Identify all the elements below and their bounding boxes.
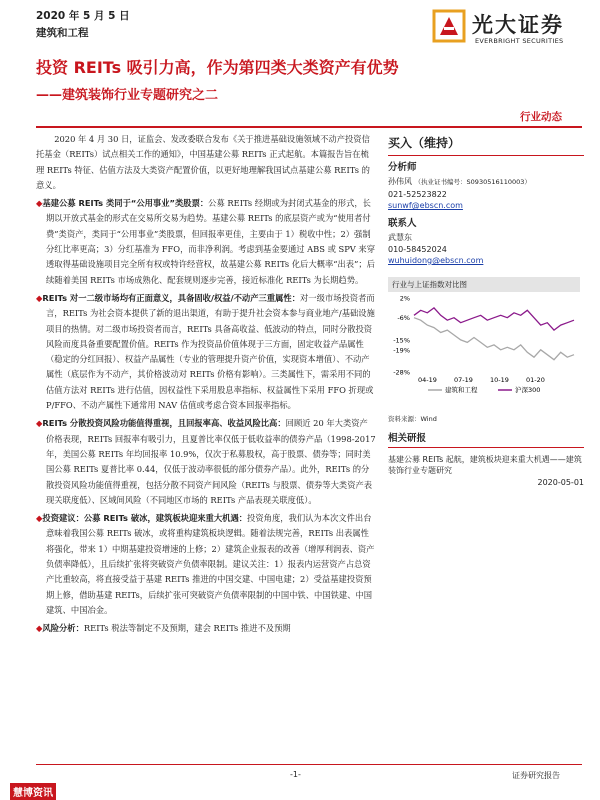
x-tick-label: 10-19 (490, 376, 509, 384)
bullet-icon: ◆ (36, 418, 43, 429)
sidebar (388, 132, 584, 488)
chart-source: 资料来源：Wind (388, 414, 437, 423)
header-divider (36, 126, 582, 128)
y-tick-label: -19% (393, 346, 410, 355)
analyst-cert: （执业证书编号：S0930516110003） (414, 178, 531, 186)
contact-name: 武慧东 (388, 233, 412, 242)
point-2 (36, 291, 376, 413)
analyst-info (388, 176, 584, 189)
bullet-icon: ◆ (36, 198, 43, 209)
legend-label: 建筑和工程 (445, 386, 478, 394)
point-1-heading: 基建公募 REITs 类同于“公用事业”类股票： (42, 198, 209, 209)
x-tick-label: 07-19 (454, 376, 473, 384)
point-1 (36, 196, 376, 288)
contact-phone: 010-58452024 (388, 244, 447, 254)
point-3 (36, 416, 376, 508)
point-4-heading: 投资建议：公募 REITs 破冰，建筑板块迎来重大机遇： (42, 513, 248, 524)
y-tick-label: 2% (399, 294, 410, 303)
report-body (36, 132, 376, 640)
footer-divider (36, 764, 582, 765)
watermark: 慧博资讯 (10, 783, 56, 800)
sidebar-divider (388, 155, 584, 156)
analyst-name: 孙伟风 (388, 177, 412, 186)
sector-label: 建筑和工程 (36, 27, 89, 39)
bullet-icon: ◆ (36, 623, 43, 634)
y-tick-label: -6% (397, 314, 410, 323)
point-5-heading: 风险分析： (42, 623, 84, 634)
y-tick-label: -28% (393, 368, 410, 377)
related-divider (388, 447, 584, 448)
point-5-text: REITs 税法等制定不及预期，建会 REITs 推进不及预期 (83, 623, 291, 634)
page-subtitle: ——建筑装饰行业专题研究之二 (36, 88, 219, 103)
analyst-heading: 分析师 (388, 161, 417, 173)
point-2-text: 对一级市场投资者而言，REITs 为社会资本提供了新的退出渠道，有助于提升社会资本参与商业地产/基础设施项目的热情。对二级市场投资者而言，REITs 具备高收益、低波动的特点，同时分散投资风险而度具备重要配置价值。REITs 作为投资品价值体现于三方面，固定收益产品属性（稳定的分红回报）、权益产品属性（专业的管理提升资产价值，实现资本增值）、不动产属性（底层作为不动产，其价格波动对 REITs 价格有影响）。三类属性下，需采用不同的估值方法对 REITs 进行估值，因权益性下采用股息率指标、权益属性下采用 FFO 折现或 P/FFO、不动产属性下通常用 NAV 估值或考虑合资本回报率指标。 (46, 292, 375, 411)
logo-text-cn: 光大证券 (472, 13, 564, 37)
point-4 (36, 511, 376, 618)
page-number: -1- (290, 770, 301, 779)
analyst-phone: 021-52523822 (388, 189, 447, 199)
point-3-heading: REITs 分散投资风险功能值得重视，且回报率高、收益风险比高： (42, 418, 286, 429)
point-1-text: 公募 REITs 经期或为封闭式基金的形式，长期以开放式基金的形式在交易所交易为趋势。基建公募 REITs 的底层资产或为“使用者付费”类资产，类同于“公用事业”类股票，但回报率更佳，主要由于 1）税收中性；2）强制分红比率更高；3）分红基准为 FFO，而非净利润。考虑到基金要通过 ABS 或 SPV 来穿透取得基础设施项目完全所有权或特许经营权，故基建公募 REITs 化后大概率“出表”；后续随着美国 REITs 市场成熟化、配套规则逐步完善，接近标准化 REITs 为长期趋势。 (46, 198, 376, 285)
bullet-icon: ◆ (36, 513, 43, 524)
series-line (414, 308, 574, 330)
contact-heading: 联系人 (388, 217, 417, 229)
legend-label: 沪深300 (515, 386, 541, 394)
chart-heading: 行业与上证指数对比图 (388, 277, 580, 293)
related-report-link[interactable]: 基建公募 REITs 起航，建筑板块迎来重大机遇——建筑装饰行业专题研究 (388, 454, 582, 475)
related-date: 2020-05-01 (537, 477, 584, 487)
logo-text-en: EVERBRIGHT SECURITIES (475, 37, 564, 45)
point-5 (36, 621, 376, 636)
report-date: 2020 年 5 月 5 日 (36, 10, 130, 22)
y-tick-label: -15% (393, 336, 410, 345)
contact-email-link[interactable]: wuhuidong@ebscn.com (388, 256, 484, 265)
series-line (414, 318, 574, 360)
related-heading: 相关研报 (388, 433, 427, 444)
point-4-text: 投资角度，我们认为本次文件出台意味着我国公募 REITs 破冰，或将重构建筑板块逻辑。随着法规完善，REITs 出表属性将强化，带来 1）中期基建投资增速的上修；2）建筑企业报表的改善（增厚利润表、资产负债率降低），且后续扩张将突破资产负债率限制。建议关注：1）报表内运营资产占总资产比重较高，将直接受益于基建 REITs 推进的中国交建、中国电建；2）受益基建投资预期上修，借助基建 REITs，后续扩张可突破资产负债率限制的中国中铁、中国铁建、中国建筑、中国冶金。 (46, 513, 375, 615)
logo-mark-icon (432, 9, 468, 45)
company-logo (430, 7, 580, 49)
intro-paragraph: 2020 年 4 月 30 日，证监会、发改委联合发布《关于推进基础设施领域不动产投资信托基金（REITs）试点相关工作的通知》，中国基建公募 REITs 正式起航。本篇报告旨在梳理 REITs 特征、估值方法及大类资产配置价值，以更好地理解我国试点基建公募 REITs 的意义。 (36, 134, 370, 190)
analyst-email-link[interactable]: sunwf@ebscn.com (388, 201, 463, 210)
rating-label: 买入（维持） (388, 136, 461, 150)
x-tick-label: 01-20 (526, 376, 545, 384)
footer-label: 证券研究报告 (512, 771, 560, 780)
chart-svg (388, 292, 580, 400)
comparison-chart (388, 277, 580, 412)
x-tick-label: 04-19 (418, 376, 437, 384)
bullet-icon: ◆ (36, 292, 43, 303)
point-3-text: 回顾近 20 年大类资产价格表现，REITs 回报率有吸引力，且夏普比率仅低于低收益率的债券产品（1998-2017 年，美国公募 REITs 年均回报率 10.9%，仅次于私募股权，高于股票、债券等；同时美国公募 REITs 夏普比率 0.44，仅低于波动率很低的部分债券产品）。此外，REITs 的分散投资风险功能值得重视，包括分散不同资产间风险（REITs 与股票、债券等大类资产表现关联度低）、区域间风险（不同地区市场的 REITs 产品表现关联度低）。 (46, 418, 376, 505)
report-type: 行业动态 (520, 111, 562, 123)
point-2-heading: REITs 对一二级市场均有正面意义，具备固收/权益/不动产三重属性： (42, 292, 300, 303)
page-title: 投资 REITs 吸引力高，作为第四类大类资产有优势 (36, 58, 399, 77)
